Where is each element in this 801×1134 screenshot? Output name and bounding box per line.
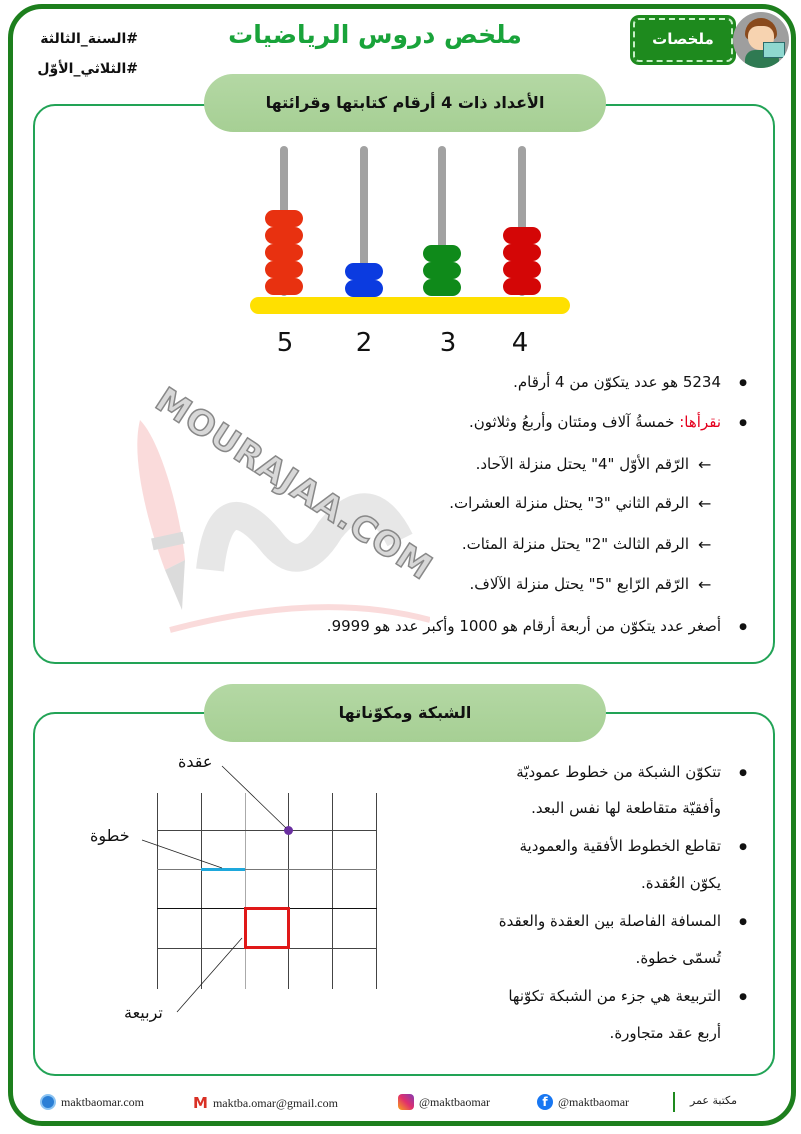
read-label: نقرأها:	[679, 413, 721, 431]
node-dot	[284, 826, 293, 835]
abacus-digit-hundreds: 2	[355, 328, 373, 358]
bead	[503, 278, 541, 295]
bead	[423, 262, 461, 279]
label-step: خطوة	[90, 826, 130, 845]
footer-divider	[673, 1092, 675, 1112]
bullet-node-definition: ● تقاطع الخطوط الأفقية والعمودية	[520, 837, 722, 855]
arrow-icon: ←	[698, 535, 712, 554]
grid-diagram	[157, 793, 377, 989]
bead	[265, 210, 303, 227]
bead	[265, 227, 303, 244]
facebook-text: @maktbaomar	[558, 1094, 630, 1109]
place-value-thousands: الرّقم الرّابع "5" يحتل منزلة الآلاف.	[469, 575, 689, 593]
mourajaa-watermark: MOURAJAA.COM	[148, 380, 440, 589]
footer-facebook[interactable]	[537, 1094, 629, 1110]
place-value-tens: الرقم الثاني "3" يحتل منزلة العشرات.	[449, 494, 689, 512]
globe-icon	[40, 1094, 56, 1110]
section-title-four-digit: الأعداد ذات 4 أرقام كتابتها وقرائتها	[204, 74, 606, 132]
bead	[503, 244, 541, 261]
website-text: maktbaomar.com	[61, 1094, 144, 1109]
bullet-step-definition: ● المسافة الفاصلة بين العقدة والعقدة	[499, 912, 721, 930]
footer-website[interactable]	[40, 1094, 144, 1110]
bead	[265, 244, 303, 261]
bead	[345, 280, 383, 297]
bead	[423, 279, 461, 296]
facebook-icon: f	[537, 1094, 553, 1110]
footer	[40, 1092, 760, 1116]
abacus-diagram	[250, 140, 570, 320]
step-segment	[201, 868, 245, 871]
bullet-read-number	[469, 413, 721, 431]
section-title-grid: الشبكة ومكوّناتها	[204, 684, 606, 742]
email-text: maktba.omar@gmail.com	[212, 1095, 338, 1110]
footer-email[interactable]	[193, 1094, 338, 1112]
bead	[265, 278, 303, 295]
abacus-digit-units: 4	[511, 328, 529, 358]
square-highlight	[244, 907, 290, 949]
bullet-square-definition-cont: أربع عقد متجاورة.	[609, 1024, 721, 1042]
hashtag-term: #الثلاثي_الأوّل	[37, 61, 138, 77]
bullet-number-digits: ● 5234 هو عدد يتكوّن من 4 أرقام.	[513, 373, 721, 391]
place-value-units: الرّقم الأوّل "4" يحتل منزلة الآحاد.	[475, 455, 689, 473]
bead	[423, 245, 461, 262]
abacus-base	[250, 297, 570, 314]
footer-logo: مكتبة عمر	[690, 1094, 737, 1107]
bead	[503, 261, 541, 278]
teacher-avatar-icon	[733, 12, 789, 68]
bullet-node-definition-cont: يكوّن العُقدة.	[640, 874, 721, 892]
hashtag-year: #السنة_الثالثة	[40, 31, 138, 47]
abacus-digit-thousands: 5	[276, 328, 294, 358]
bullet-square-definition: ● التربيعة هي جزء من الشبكة تكوّنها	[508, 987, 721, 1005]
label-square: تربيعة	[124, 1003, 163, 1022]
bead	[345, 263, 383, 280]
label-node: عقدة	[178, 752, 213, 771]
bead	[503, 227, 541, 244]
bullet-grid-definition: ● تتكوّن الشبكة من خطوط عموديّة	[516, 763, 721, 781]
abacus-digit-tens: 3	[439, 328, 457, 358]
hashtags	[38, 24, 138, 84]
instagram-text: @maktbaomar	[419, 1094, 491, 1109]
arrow-icon: ←	[698, 575, 712, 594]
place-value-hundreds: الرقم الثالث "2" يحتل منزلة المئات.	[461, 535, 689, 553]
instagram-icon	[398, 1094, 414, 1110]
summaries-badge: ملخصات	[633, 18, 733, 62]
bullet-min-max: ● أصغر عدد يتكوّن من أربعة أرقام هو 1000 وأكبر عدد هو 9999.	[327, 617, 721, 635]
bead	[265, 261, 303, 278]
bullet-step-definition-cont: تُسمّى خطوة.	[635, 949, 721, 967]
footer-instagram[interactable]	[398, 1094, 490, 1110]
arrow-icon: ←	[698, 455, 712, 474]
gmail-icon: M	[193, 1094, 208, 1112]
page-title: ملخص دروس الرياضيات	[228, 20, 522, 49]
bullet-grid-definition-cont: وأفقيّة متقاطعة لها نفس البعد.	[531, 799, 721, 817]
arrow-icon: ←	[698, 494, 712, 513]
number-in-words: خمسةُ آلاف ومئتان وأربعُ وثلاثون.	[468, 413, 675, 431]
